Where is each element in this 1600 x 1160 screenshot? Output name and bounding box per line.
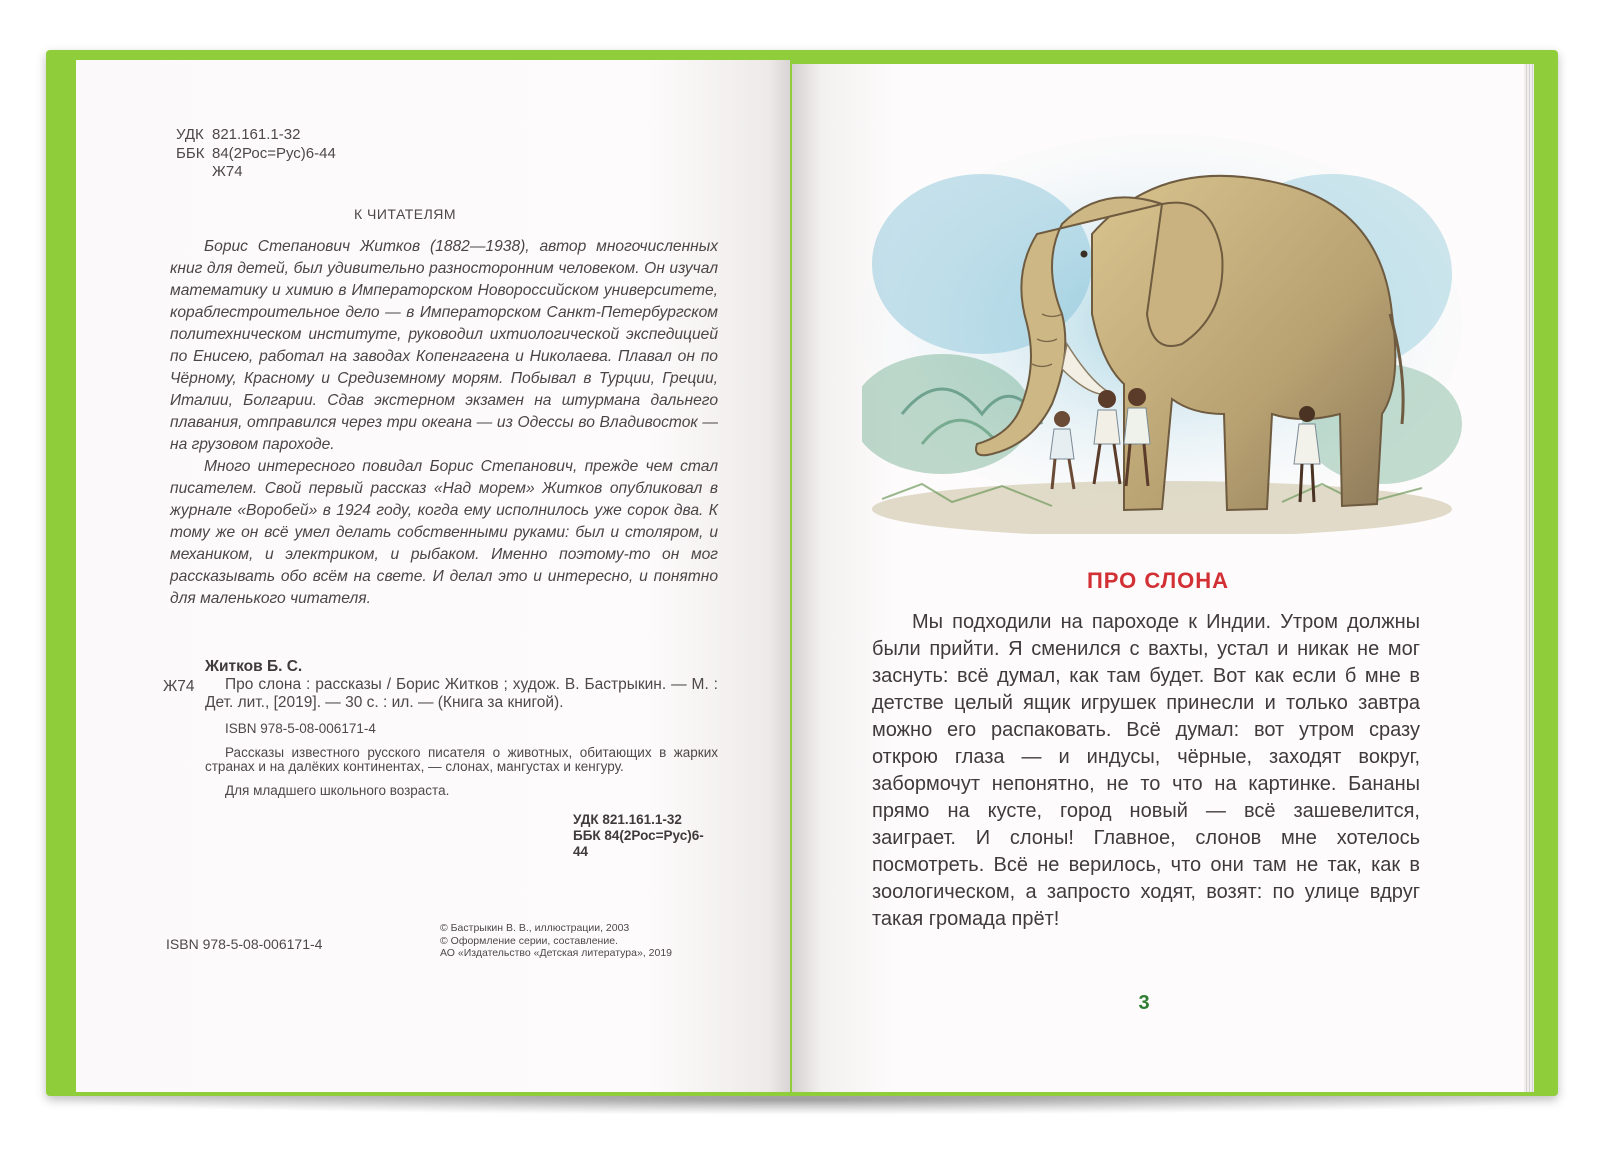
udk-label: УДК <box>176 126 204 143</box>
classification-codes <box>176 126 336 182</box>
copyright-line: АО «Издательство «Детская литература», 2019 <box>440 947 673 959</box>
bbk-label: ББК <box>176 144 205 162</box>
udk-line: УДК 821.161.1-32 <box>573 812 682 827</box>
biblio-cutter: Ж74 <box>163 678 195 695</box>
copyright-block <box>440 922 672 960</box>
bbk-line: ББК 84(2Рос=Рус)6-44 <box>573 828 704 859</box>
left-page <box>76 60 790 1092</box>
page-edges <box>1524 64 1534 1092</box>
copyright-line: © Оформление серии, составление. <box>440 934 618 947</box>
intro-text <box>170 236 718 610</box>
elephant-illustration <box>862 114 1462 534</box>
biblio-isbn: ISBN 978-5-08-006171-4 <box>225 721 376 736</box>
cutter-code: Ж74 <box>212 163 243 180</box>
biblio-description: Про слона : рассказы / Борис Житков ; худож. В. Бастрыкин. — М. : Дет. лит., [2019]. — 30 с. : ил. — (Книга за книгой). <box>205 676 718 711</box>
annotation: Рассказы известного русского писателя о животных, обитающих в жарких странах и на далёких континентах, — слонах, мангустах и кенгуру. <box>205 745 718 774</box>
intro-paragraph: Борис Степанович Житков (1882—1938), автор многочисленных книг для детей, был удивительно разносторонним человеком. Он изучал математику и химию в Императорском Новороссийском университете, кораблестроительное дело — в Императорском Санкт-Петербургском политехническом институте, руководил ихтиологической экспедицией по Енисею, работал на заводах Копенгагена и Николаева. Плавал он по Чёрному, Красному и Средиземному морям. Побывал в Турции, Греции, Италии, Болгарии. Сдав экстерном экзамен на штурмана дальнего плавания, отправился через три океана — из Одессы во Владивосток — на грузовом пароходе. <box>170 238 718 453</box>
page-number: 3 <box>1138 992 1150 1014</box>
bibliographic-record <box>163 658 718 860</box>
right-page <box>792 64 1524 1092</box>
story-text <box>872 609 1420 933</box>
age-note: Для младшего школьного возраста. <box>225 783 450 798</box>
story-paragraph: Мы подходили на пароходе к Индии. Утром должны были прийти. Я сменился с вахты, устал и никак не мог заснуть: всё думал, как там будет. Вот как если б мне в детстве целый ящик игрушек принесли и только завтра можно его распаковать. Всё думал: вот утром сразу открою глаза — и индусы, чёрные, заходят вокруг, забормочут непонятно, не то что на картинке. Бананы прямо на кусте, город новый — всё зашевелится, заиграет. И слоны! Главное, слонов мне хотелось посмотреть. Всё не верилось, что они там не так, как в зоологическом, а запросто ходят, возят: по улице вдруг такая громада прёт! <box>872 611 1420 930</box>
copyright-line: © Бастрыкин В. В., иллюстрации, 2003 <box>440 922 630 934</box>
to-readers-heading: К ЧИТАТЕЛЯМ <box>353 206 457 222</box>
bbk-value: 84(2Рос=Рус)6-44 <box>212 144 336 162</box>
biblio-author: Житков Б. С. <box>205 658 303 675</box>
intro-paragraph: Много интересного повидал Борис Степанович, прежде чем стал писателем. Свой первый рассказ «Над морем» Житков опубликовал в журнале «Воробей» в 1924 году, когда ему исполнилось уже сорок два. К тому же он всё умел делать собственными руками: был и столяром, и механиком, и электриком, и рыбаком. Именно поэтому-то он мог рассказывать обо всём на свете. И делал это и интересно, и понятно для маленького читателя. <box>170 458 718 607</box>
isbn-bottom: ISBN 978-5-08-006171-4 <box>166 936 323 952</box>
story-title: ПРО СЛОНА <box>1086 568 1230 593</box>
udk-value: 821.161.1-32 <box>212 126 301 143</box>
